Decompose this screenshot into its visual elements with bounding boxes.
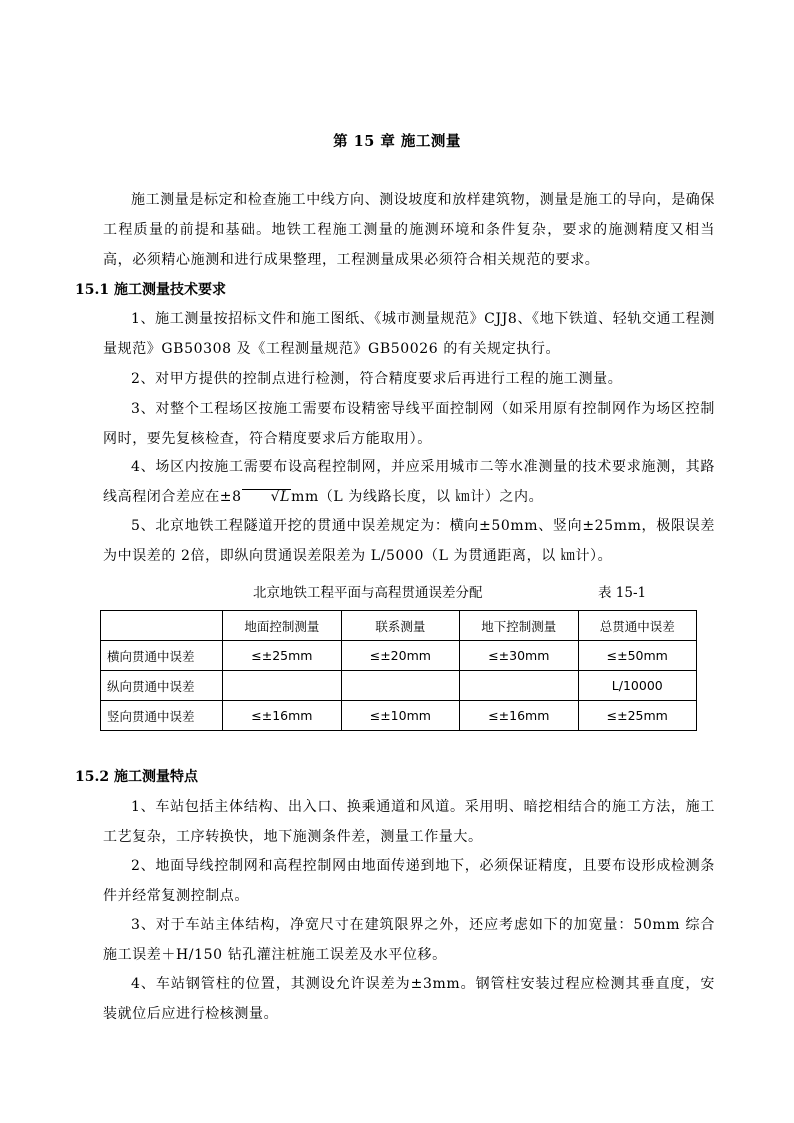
table-number: 表 15-1	[598, 585, 647, 601]
feature-item-1: 1、车站包括主体结构、出入口、换乘通道和风道。采用明、暗挖相结合的施工方法，施工工艺复杂，工序转换快，地下施测条件差，测量工作量大。	[103, 799, 715, 845]
table-cell: ≤±30mm	[460, 641, 578, 671]
table-cell: ≤±16mm	[460, 701, 578, 731]
table-header-cell: 地面控制测量	[223, 611, 341, 641]
intro-paragraph: 施工测量是标定和检查施工中线方向、测设坡度和放样建筑物，测量是施工的导向，是确保工程质量的前提和基础。地铁工程施工测量的施测环境和条件复杂，要求的施测精度又相当高，必须精心施测和进行成果整理，工程测量成果必须符合相关规范的要求。	[103, 192, 715, 268]
feature-item-3: 3、对于车站主体结构，净宽尺寸在建筑限界之外，还应考虑如下的加宽量：50mm 综合施工误差＋H/150 钻孔灌注桩施工误差及水平位移。	[103, 917, 715, 963]
table-row	[101, 671, 697, 701]
sqrt-radicand: L	[280, 489, 291, 505]
table-header-cell: 地下控制测量	[460, 611, 578, 641]
feature-item-2: 2、地面导线控制网和高程控制网由地面传递到地下，必须保证精度，且要布设形成检测条件并经常复测控制点。	[103, 858, 715, 904]
square-root-symbol: √L	[242, 489, 291, 504]
section-heading-15-2: 15.2 施工测量特点	[75, 769, 198, 785]
table-cell: ≤±20mm	[341, 641, 459, 671]
table-cell	[460, 671, 578, 701]
table-header-row	[101, 611, 697, 641]
requirement-item-3: 3、对整个工程场区按施工需要布设精密导线平面控制网（如采用原有控制网作为场区控制网时，要先复核检查，符合精度要求后方能取用）。	[103, 401, 715, 447]
requirement-item-5: 5、北京地铁工程隧道开挖的贯通中误差规定为：横向±50mm、竖向±25mm，极限误差为中误差的 2倍，即纵向贯通误差限差为 L/5000（L 为贯通距离，以 ㎞计）。	[103, 518, 715, 564]
table-header-cell	[101, 611, 223, 641]
feature-item-4: 4、车站钢管柱的位置，其测设允许误差为±3mm。钢管柱安装过程应检测其垂直度，安装就位后应进行检核测量。	[103, 976, 715, 1022]
table-cell	[341, 671, 459, 701]
table-header-cell: 总贯通中误差	[578, 611, 696, 641]
chapter-title: 第 15 章 施工测量	[333, 133, 461, 150]
table-cell: ≤±16mm	[223, 701, 341, 731]
table-cell	[223, 671, 341, 701]
table-cell: ≤±50mm	[578, 641, 696, 671]
table-row-label: 竖向贯通中误差	[101, 701, 223, 731]
section-heading-15-1: 15.1 施工测量技术要求	[75, 282, 226, 298]
requirement-item-2: 2、对甲方提供的控制点进行检测，符合精度要求后再进行工程的施工测量。	[131, 371, 623, 387]
table-row-label: 横向贯通中误差	[101, 641, 223, 671]
requirement-item-1: 1、施工测量按招标文件和施工图纸、《城市测量规范》CJJ8、《地下铁道、轻轨交通工程测量规范》GB50308 及《工程测量规范》GB50026 的有关规定执行。	[103, 311, 715, 357]
table-cell: ≤±25mm	[578, 701, 696, 731]
table-row	[101, 641, 697, 671]
table-header-cell: 联系测量	[341, 611, 459, 641]
table-row-label: 纵向贯通中误差	[101, 671, 223, 701]
table-cell: ≤±25mm	[223, 641, 341, 671]
error-allocation-table	[100, 610, 697, 731]
table-cell: ≤±10mm	[341, 701, 459, 731]
table-caption-title: 北京地铁工程平面与高程贯通误差分配	[253, 585, 483, 601]
requirement-item-4-text-before: 4、场区内按施工需要布设高程控制网，并应采用城市二等水准测量的技术要求施测，其路线高程闭合差应在±8	[103, 459, 715, 505]
table-row	[101, 701, 697, 731]
requirement-item-4-text-after: mm（L 为线路长度，以 ㎞计）之内。	[291, 489, 544, 505]
table-cell: L/10000	[578, 671, 696, 701]
requirement-item-4	[103, 452, 715, 512]
